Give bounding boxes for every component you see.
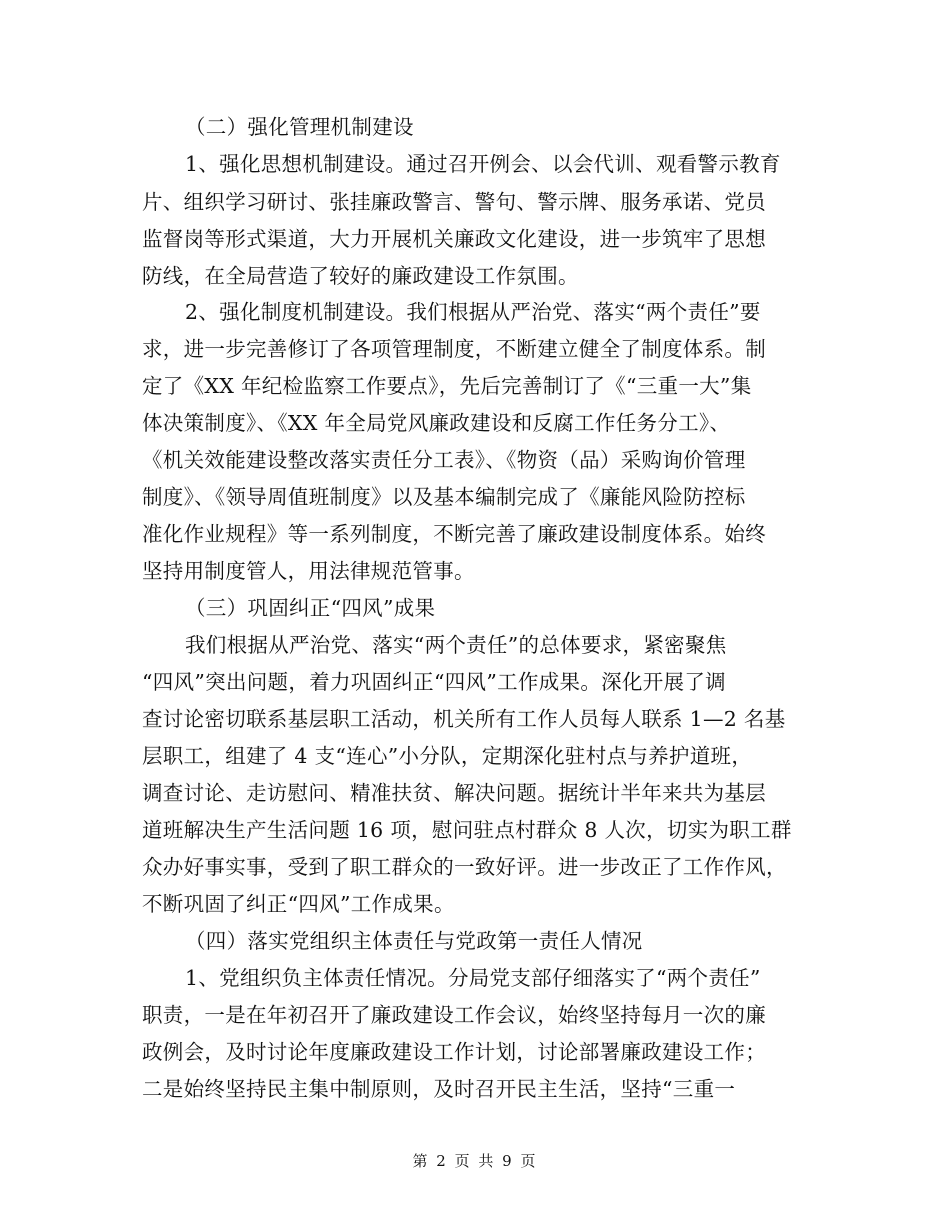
paragraph-line: 1、强化思想机制建设。通过召开例会、以会代训、观看警示教育 xyxy=(185,152,781,176)
page-number-footer: 第 2 页 共 9 页 xyxy=(412,1152,538,1170)
paragraph-line: 准化作业规程》等一系列制度，不断完善了廉政建设制度体系。始终 xyxy=(142,522,766,546)
paragraph-line: 制度》、《领导周值班制度》以及基本编制完成了《廉能风险防控标 xyxy=(142,485,746,509)
paragraph-line: 坚持用制度管人，用法律规范管事。 xyxy=(142,559,475,583)
section-heading: （三）巩固纠正“四风”成果 xyxy=(185,596,436,620)
paragraph-line: 道班解决生产生活问题 16 项，慰问驻点村群众 8 人次，切实为职工群 xyxy=(142,818,792,842)
paragraph-line: 职责，一是在年初召开了廉政建设工作会议，始终坚持每月一次的廉 xyxy=(142,1003,766,1027)
paragraph-line: 《机关效能建设整改落实责任分工表》、《物资（品）采购询价管理 xyxy=(142,448,746,472)
paragraph-line: 防线，在全局营造了较好的廉政建设工作氛围。 xyxy=(142,264,579,288)
paragraph-line: 2、强化制度机制建设。我们根据从严治党、落实“两个责任”要 xyxy=(185,300,761,324)
section-heading: （四）落实党组织主体责任与党政第一责任人情况 xyxy=(185,929,643,953)
paragraph-line: 不断巩固了纠正“四风”工作成果。 xyxy=(142,892,455,916)
paragraph-line: 查讨论密切联系基层职工活动，机关所有工作人员每人联系 1—2 名基 xyxy=(142,707,786,731)
paragraph-line: 监督岗等形式渠道，大力开展机关廉政文化建设，进一步筑牢了思想 xyxy=(142,227,766,251)
paragraph-line: 我们根据从严治党、落实“两个责任”的总体要求，紧密聚焦 xyxy=(185,633,727,657)
paragraph-line: 定了《XX 年纪检监察工作要点》，先后完善制订了《“三重一大”集 xyxy=(142,374,752,398)
section-heading: （二）强化管理机制建设 xyxy=(185,115,414,139)
paragraph-line: 二是始终坚持民主集中制原则，及时召开民主生活，坚持“三重一 xyxy=(142,1077,736,1101)
paragraph-line: 政例会，及时讨论年度廉政建设工作计划，讨论部署廉政建设工作； xyxy=(142,1040,766,1064)
paragraph-line: 调查讨论、走访慰问、精准扶贫、解决问题。据统计半年来共为基层 xyxy=(142,781,766,805)
paragraph-line: 片、组织学习研讨、张挂廉政警言、警句、警示牌、服务承诺、党员 xyxy=(142,190,766,214)
paragraph-line: 众办好事实事，受到了职工群众的一致好评。进一步改正了工作作风， xyxy=(142,855,787,879)
paragraph-line: 求，进一步完善修订了各项管理制度，不断建立健全了制度体系。制 xyxy=(142,337,766,361)
paragraph-line: 1、党组织负主体责任情况。分局党支部仔细落实了“两个责任” xyxy=(185,966,761,990)
paragraph-line: “四风”突出问题，着力巩固纠正“四风”工作成果。深化开展了调 xyxy=(142,670,726,694)
paragraph-line: 层职工，组建了 4 支“连心”小分队，定期深化驻村点与养护道班， xyxy=(142,744,753,768)
paragraph-line: 体决策制度》、《XX 年全局党风廉政建设和反腐工作任务分工》、 xyxy=(142,411,731,435)
